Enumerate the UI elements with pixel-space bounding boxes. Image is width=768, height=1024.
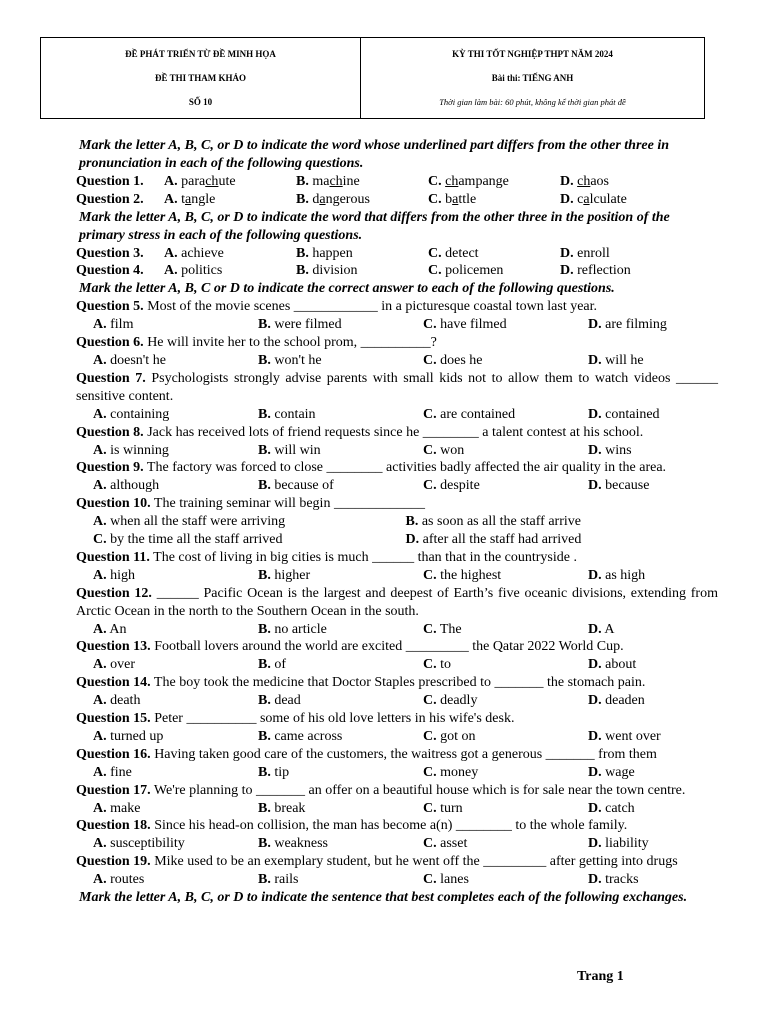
underlined-part: a [319, 191, 326, 207]
option-d: D. wins [588, 442, 632, 458]
option-a: A. high [93, 567, 136, 583]
option-c: C. champange [428, 174, 509, 189]
option-c: C. to [423, 657, 452, 673]
underlined-part: ch [329, 174, 343, 189]
option-c: C. despite [423, 478, 480, 494]
options-row [76, 800, 718, 818]
options-row [76, 316, 718, 334]
section2-instruction: Mark the letter A, B, C, or D to indicate the word that differs from the other three in the position of the primary stress in each of the following questions. [79, 209, 670, 243]
question-text: The cost of living in big cities is much ______ than that in the countryside . [149, 549, 577, 565]
option-b: B. happen [296, 245, 353, 261]
question-stem [76, 298, 718, 316]
question-number: Question 11. [76, 549, 150, 565]
question-stem [76, 710, 718, 728]
options-row [76, 477, 718, 495]
question-number: Question 13. [76, 639, 151, 655]
option-b: B. no article [258, 621, 327, 637]
option-d: D. reflection [560, 263, 631, 279]
section4-instruction: Mark the letter A, B, C, or D to indicate the sentence that best completes each of the following exchanges. [79, 889, 688, 905]
option-a: A. susceptibility [93, 836, 185, 852]
question-number: Question 17. [76, 782, 151, 798]
option-d: D. because [588, 478, 650, 494]
question-stem [76, 495, 718, 513]
question-stem [76, 782, 718, 800]
question-stem [76, 334, 718, 352]
option-d: D. about [588, 657, 637, 673]
option-b: B. tip [258, 764, 290, 780]
option-c: C. lanes [423, 872, 469, 888]
question-text: Having taken good care of the customers, the waitress got a generous _______ from them [150, 746, 657, 762]
underlined-part: a [452, 191, 459, 207]
options-row [76, 406, 718, 424]
header-exam-type: ĐỀ THI THAM KHẢO [155, 73, 246, 83]
option-a: A. make [93, 800, 141, 816]
option-b: B. will win [258, 442, 321, 458]
underlined-part: ch [205, 174, 219, 189]
question-stem [76, 459, 718, 477]
option-d: D. are filming [588, 317, 667, 333]
option-a: A. death [93, 693, 141, 709]
question-row [76, 191, 718, 209]
question-text: We're planning to _______ an offer on a beautiful house which is for sale near the town centre. [150, 782, 686, 798]
option-c: C. got on [423, 728, 476, 744]
option-c: C. policemen [428, 263, 504, 279]
option-d: D. will he [588, 352, 644, 368]
option-c: C. won [423, 442, 465, 458]
underlined-part: a [185, 191, 192, 207]
question-text: Most of the movie scenes ____________ in a picturesque coastal town last year. [143, 299, 598, 315]
question-row [76, 262, 718, 280]
option-b: B. were filmed [258, 317, 342, 333]
options-row [76, 656, 718, 674]
question-number: Question 14. [76, 675, 151, 691]
option-a: A. film [93, 317, 134, 333]
question-number: Question 16. [76, 746, 151, 762]
option-d: D. went over [588, 728, 661, 744]
option-c: C. asset [423, 836, 468, 852]
question-text: Psychologists strongly advise parents with small kids not to allow them to watch videos ______ sensitive content. [76, 370, 718, 404]
option-d: D. calculate [560, 191, 627, 207]
question-label: Question 2. [76, 191, 144, 207]
option-b: B. division [296, 263, 358, 279]
header-subject: Bài thi: TIẾNG ANH [491, 73, 574, 83]
question-text: Football lovers around the world are excited _________ the Qatar 2022 World Cup. [150, 639, 624, 655]
page-number: Trang 1 [577, 969, 624, 984]
option-b: B. break [258, 800, 306, 816]
header-right [361, 38, 704, 118]
option-b: B. came across [258, 728, 343, 744]
question-label: Question 3. [76, 245, 144, 261]
question-stem [76, 370, 718, 406]
option-a: A. politics [164, 263, 223, 279]
question-stem [76, 585, 718, 621]
question-number: Question 15. [76, 710, 151, 726]
option-a: A. doesn't he [93, 352, 166, 368]
option-d: D. tracks [588, 872, 639, 888]
option-d: D. enroll [560, 245, 610, 261]
option-c: C. turn [423, 800, 463, 816]
question-stem [76, 674, 718, 692]
option-b: B. won't he [258, 352, 322, 368]
option-c: C. deadly [423, 693, 478, 709]
option-b: B. because of [258, 478, 334, 494]
options-row [76, 871, 718, 889]
option-a: A. parachute [164, 174, 236, 189]
underlined-part: a [583, 191, 590, 207]
option-b: B. higher [258, 567, 311, 583]
option-a: A. turned up [93, 728, 164, 744]
option-c: C. detect [428, 245, 479, 261]
question-stem [76, 424, 718, 442]
question-row [76, 173, 718, 191]
option-d: D. catch [588, 800, 635, 816]
option-a: A. achieve [164, 245, 224, 261]
option-c: C. by the time all the staff arrived [93, 531, 283, 547]
option-b: B. machine [296, 174, 360, 189]
option-d: D. wage [588, 764, 635, 780]
options-row [76, 835, 718, 853]
header-source: ĐỀ PHÁT TRIỂN TỪ ĐỀ MINH HỌA [125, 49, 276, 59]
question-number: Question 10. [76, 496, 151, 512]
options-row [76, 352, 718, 370]
question-text: Peter __________ some of his old love letters in his wife's desk. [150, 710, 515, 726]
options-row [76, 513, 718, 531]
option-a: A. routes [93, 872, 145, 888]
options-row [76, 442, 718, 460]
option-c: C. The [423, 621, 462, 637]
exam-content [76, 137, 718, 907]
question-text: Jack has received lots of friend requests since he ________ a talent contest at his school. [143, 424, 644, 440]
option-c: C. have filmed [423, 317, 507, 333]
option-b: B. rails [258, 872, 299, 888]
question-number: Question 18. [76, 818, 151, 834]
question-number: Question 6. [76, 334, 144, 350]
option-a: A. although [93, 478, 160, 494]
mcq-list [76, 298, 718, 889]
option-c: C. the highest [423, 567, 502, 583]
section1-instruction: Mark the letter A, B, C, or D to indicate the word whose underlined part differs from the other three in pronunciation in each of the following questions. [79, 138, 669, 171]
option-b: B. contain [258, 406, 316, 422]
question-number: Question 7. [76, 370, 146, 386]
question-text: Mike used to be an exemplary student, but he went off the _________ after getting into drugs [150, 854, 678, 870]
option-a: A. tangle [164, 191, 216, 207]
option-d: D. as high [588, 567, 646, 583]
question-number: Question 5. [76, 299, 144, 315]
option-b: B. dead [258, 693, 301, 709]
question-number: Question 12. [76, 585, 152, 601]
question-row [76, 245, 718, 263]
option-d: D. A [588, 621, 615, 637]
header-exam-title: KỲ THI TỐT NGHIỆP THPT NĂM 2024 [452, 49, 613, 59]
option-d: D. contained [588, 406, 660, 422]
question-text: He will invite her to the school prom, __________? [143, 334, 437, 350]
question-stem [76, 549, 718, 567]
option-d: D. after all the staff had arrived [405, 531, 582, 547]
options-row [76, 621, 718, 639]
option-b: B. dangerous [296, 191, 370, 207]
underlined-part: ch [577, 174, 591, 189]
option-b: B. as soon as all the staff arrive [405, 514, 581, 530]
option-d: D. chaos [560, 174, 610, 189]
exam-header [40, 37, 705, 119]
question-number: Question 9. [76, 460, 144, 476]
question-text: Since his head-on collision, the man has become a(n) ________ to the whole family. [150, 818, 628, 834]
option-a: A. is winning [93, 442, 169, 458]
header-exam-number: SỐ 10 [188, 97, 213, 107]
question-text: The training seminar will begin _____________ [150, 496, 425, 512]
option-a: A. fine [93, 764, 132, 780]
option-b: B. of [258, 657, 287, 673]
options-row [76, 728, 718, 746]
options-row [76, 531, 718, 549]
header-duration: Thời gian làm bài: 60 phút, không kể thời gian phát đề [439, 97, 626, 107]
underlined-part: ch [445, 174, 459, 189]
question-number: Question 8. [76, 424, 144, 440]
option-a: A. when all the staff were arriving [93, 514, 286, 530]
option-c: C. battle [428, 191, 477, 207]
options-row [76, 764, 718, 782]
question-text: The boy took the medicine that Doctor Staples prescribed to _______ the stomach pain. [150, 675, 646, 691]
header-left [41, 38, 361, 118]
question-stem [76, 817, 718, 835]
question-stem [76, 853, 718, 871]
option-c: C. does he [423, 352, 483, 368]
option-a: A. containing [93, 406, 170, 422]
options-row [76, 692, 718, 710]
option-d: D. deaden [588, 693, 645, 709]
question-label: Question 4. [76, 263, 144, 279]
options-row [76, 567, 718, 585]
question-stem [76, 638, 718, 656]
section3-instruction: Mark the letter A, B, C or D to indicate the correct answer to each of the following questions. [79, 281, 615, 297]
question-number: Question 19. [76, 854, 151, 870]
option-c: C. are contained [423, 406, 516, 422]
question-text: The factory was forced to close ________ activities badly affected the air quality in the area. [143, 460, 667, 476]
option-d: D. liability [588, 836, 649, 852]
option-b: B. weakness [258, 836, 328, 852]
question-label: Question 1. [76, 174, 144, 189]
option-c: C. money [423, 764, 479, 780]
option-a: A. An [93, 621, 127, 637]
option-a: A. over [93, 657, 136, 673]
question-text: ______ Pacific Ocean is the largest and deepest of Earth’s five oceanic divisions, extending from Arctic Ocean in the north to the Southern Ocean in the south. [76, 585, 718, 619]
question-stem [76, 746, 718, 764]
